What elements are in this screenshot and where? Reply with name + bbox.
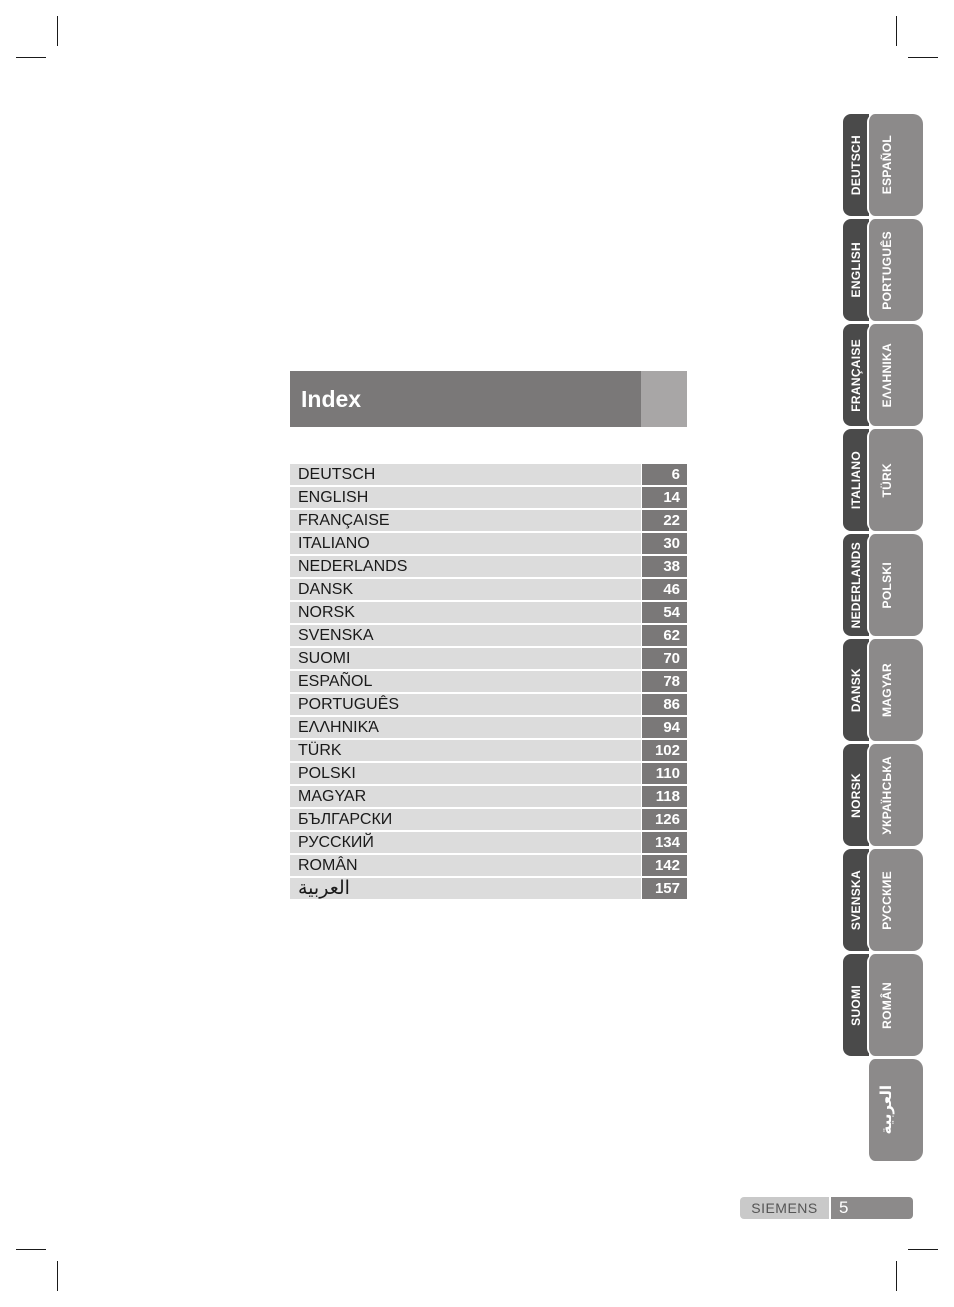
row-page-number: 38 [642,556,687,577]
side-tab-label: УКРАЇНСЬКА [880,755,894,835]
row-language: РУССКИЙ [290,832,641,853]
side-tab-label: DANSK [849,667,863,713]
index-row-english[interactable] [290,487,687,508]
index-row-norsk[interactable] [290,602,687,623]
side-tab-label: SVENSKA [849,869,863,931]
index-header [290,371,687,427]
row-page-number: 110 [642,763,687,784]
index-row-suomi[interactable] [290,648,687,669]
side-tab-label: NORSK [849,772,863,818]
index-row-russkiy[interactable] [290,832,687,853]
row-language: TÜRK [290,740,641,761]
row-page-number: 78 [642,671,687,692]
index-title: Index [290,371,641,427]
index-row-magyar[interactable] [290,786,687,807]
side-tab-nederlands[interactable] [843,534,869,636]
index-row-turk[interactable] [290,740,687,761]
side-tab-label: TÜRK [880,462,894,498]
row-language: العربية [290,878,641,899]
side-tab-norsk[interactable] [843,744,869,846]
row-page-number: 62 [642,625,687,646]
crop-mark [908,1249,938,1250]
side-tab-label: MAGYAR [880,662,894,718]
index-table [290,464,687,901]
row-page-number: 30 [642,533,687,554]
side-tab-label: ITALIANO [849,450,863,510]
side-tab-turk[interactable] [867,429,923,531]
row-language: NEDERLANDS [290,556,641,577]
side-tab-dansk[interactable] [843,639,869,741]
side-tab-magyar[interactable] [867,639,923,741]
index-row-espanol[interactable] [290,671,687,692]
side-tab-portugues[interactable] [867,219,923,321]
index-row-francaise[interactable] [290,510,687,531]
row-language: NORSK [290,602,641,623]
index-row-portugues[interactable] [290,694,687,715]
side-tab-label: FRANÇAISE [849,338,863,412]
page-footer [740,1197,913,1219]
row-language: БЪЛГАРСКИ [290,809,641,830]
side-tab-italiano[interactable] [843,429,869,531]
row-language: MAGYAR [290,786,641,807]
crop-mark [16,57,46,58]
side-tab-ukrainska[interactable] [867,744,923,846]
side-tab-label: العربية [878,1085,895,1135]
row-page-number: 6 [642,464,687,485]
row-page-number: 142 [642,855,687,876]
row-language: SVENSKA [290,625,641,646]
side-tab-arabic[interactable] [867,1059,923,1161]
row-page-number: 14 [642,487,687,508]
index-row-arabic[interactable] [290,878,687,899]
row-language: FRANÇAISE [290,510,641,531]
crop-mark [16,1249,46,1250]
crop-mark [57,1261,58,1291]
side-tab-label: DEUTSCH [849,134,863,196]
row-language: POLSKI [290,763,641,784]
row-page-number: 118 [642,786,687,807]
index-row-roman[interactable] [290,855,687,876]
side-tab-polski[interactable] [867,534,923,636]
row-language: ΕΛΛΗΝΙΚΆ [290,717,641,738]
row-page-number: 134 [642,832,687,853]
index-row-dansk[interactable] [290,579,687,600]
crop-mark [57,16,58,46]
side-tab-deutsch[interactable] [843,114,869,216]
index-row-nederlands[interactable] [290,556,687,577]
brand-label: SIEMENS [740,1197,829,1219]
row-page-number: 157 [642,878,687,899]
side-tab-francaise[interactable] [843,324,869,426]
side-tab-roman[interactable] [867,954,923,1056]
index-header-accent [641,371,687,427]
crop-mark [896,16,897,46]
side-tab-suomi[interactable] [843,954,869,1056]
crop-mark [908,57,938,58]
side-tab-svenska[interactable] [843,849,869,951]
side-tab-russkie[interactable] [867,849,923,951]
row-language: DEUTSCH [290,464,641,485]
side-tab-espanol[interactable] [867,114,923,216]
index-row-balgarski[interactable] [290,809,687,830]
row-page-number: 102 [642,740,687,761]
side-tab-label: PORTUGUÊS [880,230,894,310]
row-language: DANSK [290,579,641,600]
index-row-polski[interactable] [290,763,687,784]
side-tab-label: РУССКИЕ [880,870,894,930]
page-number: 5 [831,1197,913,1219]
row-language: ITALIANO [290,533,641,554]
side-tab-label: ENGLISH [849,242,863,298]
row-page-number: 54 [642,602,687,623]
index-row-italiano[interactable] [290,533,687,554]
side-tab-label: ESPAÑOL [880,135,894,195]
row-language: PORTUGUÊS [290,694,641,715]
side-tab-label: NEDERLANDS [849,541,863,629]
row-page-number: 70 [642,648,687,669]
row-language: ESPAÑOL [290,671,641,692]
side-tab-english[interactable] [843,219,869,321]
row-page-number: 126 [642,809,687,830]
row-page-number: 86 [642,694,687,715]
index-row-ellinika[interactable] [290,717,687,738]
row-language: SUOMI [290,648,641,669]
index-row-deutsch[interactable] [290,464,687,485]
side-tab-ellinika[interactable] [867,324,923,426]
side-tab-label: POLSKI [880,561,894,609]
row-language: ROMÂN [290,855,641,876]
side-tab-label: SUOMI [849,984,863,1026]
row-page-number: 22 [642,510,687,531]
row-page-number: 94 [642,717,687,738]
side-tab-label: ROMÂN [880,981,894,1029]
row-language: ENGLISH [290,487,641,508]
index-row-svenska[interactable] [290,625,687,646]
crop-mark [896,1261,897,1291]
side-tab-label: ΕΛΛΗΝΙΚΑ [880,342,894,408]
row-page-number: 46 [642,579,687,600]
